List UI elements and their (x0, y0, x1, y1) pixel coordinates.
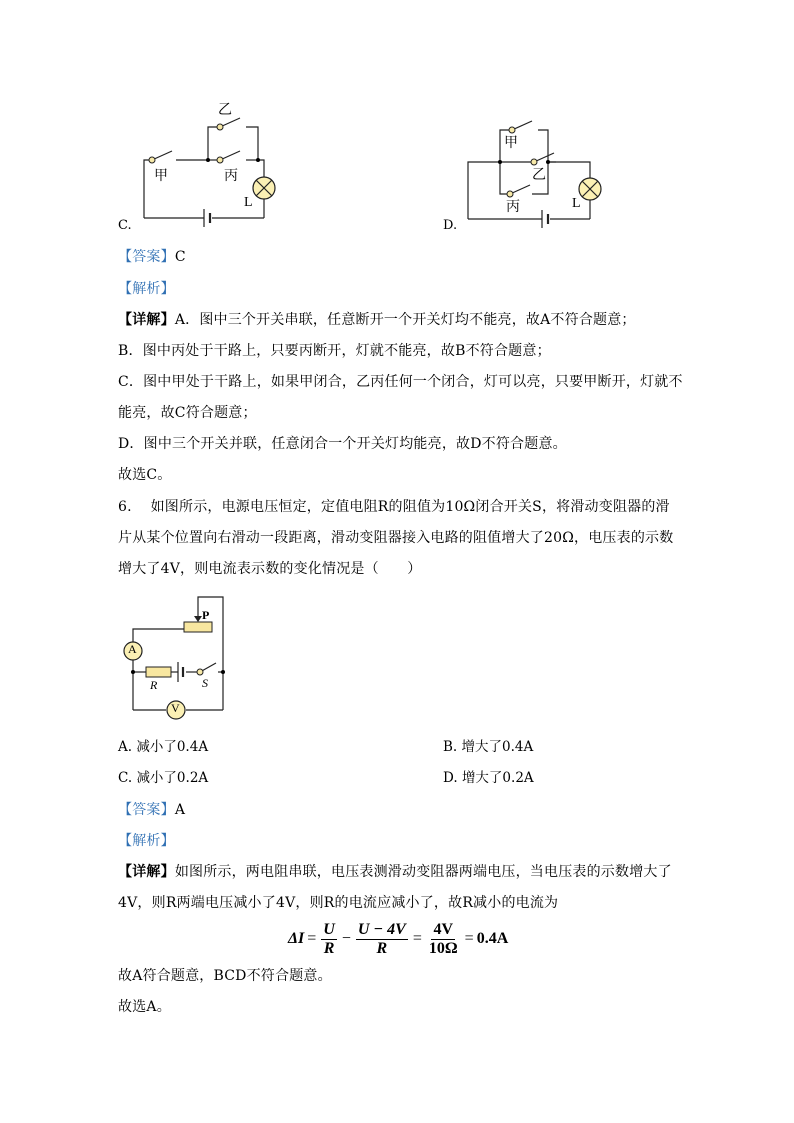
q6-final-choice: 故选A。 (118, 999, 171, 1015)
ammeter-label: A (128, 642, 137, 656)
option-b (443, 737, 533, 757)
numerator: U − 4V (357, 920, 406, 938)
q6-answer (118, 800, 185, 820)
denominator: R (376, 939, 388, 957)
switch-label-bing: 丙 (506, 199, 520, 215)
fraction-4v-over-10ohm (427, 921, 460, 958)
circuit-figure-d (460, 112, 610, 232)
detail-tag: 【详解】 (118, 312, 175, 328)
numerator: 4V (433, 920, 454, 938)
circuit-figure-c (118, 95, 298, 235)
option-d (443, 768, 534, 788)
answer-value: C (174, 249, 186, 265)
q5-detail-line: D．图中三个开关并联，任意闭合一个开关灯均能亮，故D不符合题意。 (118, 436, 567, 452)
q6-analysis-tag: 【解析】 (118, 833, 175, 849)
detail-text: A．图中三个开关串联，任意断开一个开关灯均不能亮，故A不符合题意； (174, 312, 636, 328)
current-change-formula (288, 917, 528, 961)
lamp-label: L (572, 196, 581, 211)
option-a (118, 737, 208, 757)
detail-text: 如图所示，两电阻串联，电压表测滑动变阻器两端电压，当电压表的示数增大了 (174, 864, 672, 880)
q6-stem-line: 增大了4V，则电流表示数的变化情况是（ ） (118, 561, 422, 577)
q6-detail-line: 4V，则R两端电压减小了4V，则R的电流应减小了，故R减小的电流为 (118, 895, 559, 911)
denominator: R (323, 939, 335, 957)
slider-label: P (202, 608, 210, 622)
option-text: 增大了0.4A (461, 739, 534, 755)
resistor-label: R (150, 678, 158, 692)
option-key: B. (443, 739, 458, 755)
fraction-u-over-r (321, 921, 337, 958)
option-key: C. (118, 770, 133, 786)
formula-equals: = (464, 930, 474, 947)
circuit-c-diagram (118, 95, 298, 235)
answer-value: A (174, 802, 186, 818)
option-text: 增大了0.2A (461, 770, 534, 786)
answer-tag: 【答案】 (118, 802, 175, 818)
q5-answer (118, 247, 186, 267)
switch-label-jia: 甲 (154, 168, 168, 184)
switch-label-bing: 丙 (224, 168, 238, 184)
q6-stem-line: 片从某个位置向右滑动一段距离，滑动变阻器接入电路的阻值增大了20Ω，电压表的示数 (118, 530, 674, 546)
option-key: D. (443, 770, 458, 786)
option-label-c: C. (118, 218, 132, 233)
q6-conclusion-line: 故A符合题意，BCD不符合题意。 (118, 968, 332, 984)
formula-result: 0.4A (476, 930, 509, 947)
q6-stem-line: 6. 如图所示，电源电压恒定，定值电阻R的阻值为10Ω闭合开关S，将滑动变阻器的滑 (118, 499, 670, 515)
q5-detail-line: 能亮，故C符合题意； (118, 405, 257, 421)
switch-label-yi: 乙 (218, 102, 232, 118)
q6-detail-line (118, 862, 672, 882)
switch-label-jia: 甲 (504, 135, 518, 151)
option-key: A. (118, 739, 133, 755)
q5-analysis-tag: 【解析】 (118, 281, 175, 297)
formula-minus: − (341, 930, 351, 947)
formula-equals: = (412, 930, 422, 947)
detail-tag: 【详解】 (118, 864, 175, 880)
answer-tag: 【答案】 (118, 249, 175, 265)
formula-lhs: ΔI (288, 930, 305, 947)
voltmeter-label: V (171, 701, 180, 715)
option-c (118, 768, 208, 788)
switch-label: S (202, 676, 208, 690)
option-text: 减小了0.2A (136, 770, 209, 786)
option-label-d: D. (443, 218, 458, 233)
q6-circuit-diagram (118, 592, 248, 722)
q5-detail-line (118, 310, 636, 330)
lamp-label: L (244, 195, 253, 210)
numerator: U (323, 920, 335, 938)
switch-label-yi: 乙 (532, 167, 546, 183)
q5-conclusion: 故选C。 (118, 467, 172, 483)
fraction-u-minus-4v-over-r (356, 921, 408, 958)
denominator: 10Ω (428, 939, 458, 957)
q5-detail-line: C．图中甲处于干路上，如果甲闭合，乙丙任何一个闭合，灯可以亮，只要甲断开，灯就不 (118, 374, 683, 390)
q5-detail-line: B．图中丙处于干路上，只要丙断开，灯就不能亮，故B不符合题意； (118, 343, 551, 359)
formula-equals: = (307, 930, 317, 947)
circuit-figure-q6 (118, 592, 248, 722)
option-text: 减小了0.4A (136, 739, 209, 755)
